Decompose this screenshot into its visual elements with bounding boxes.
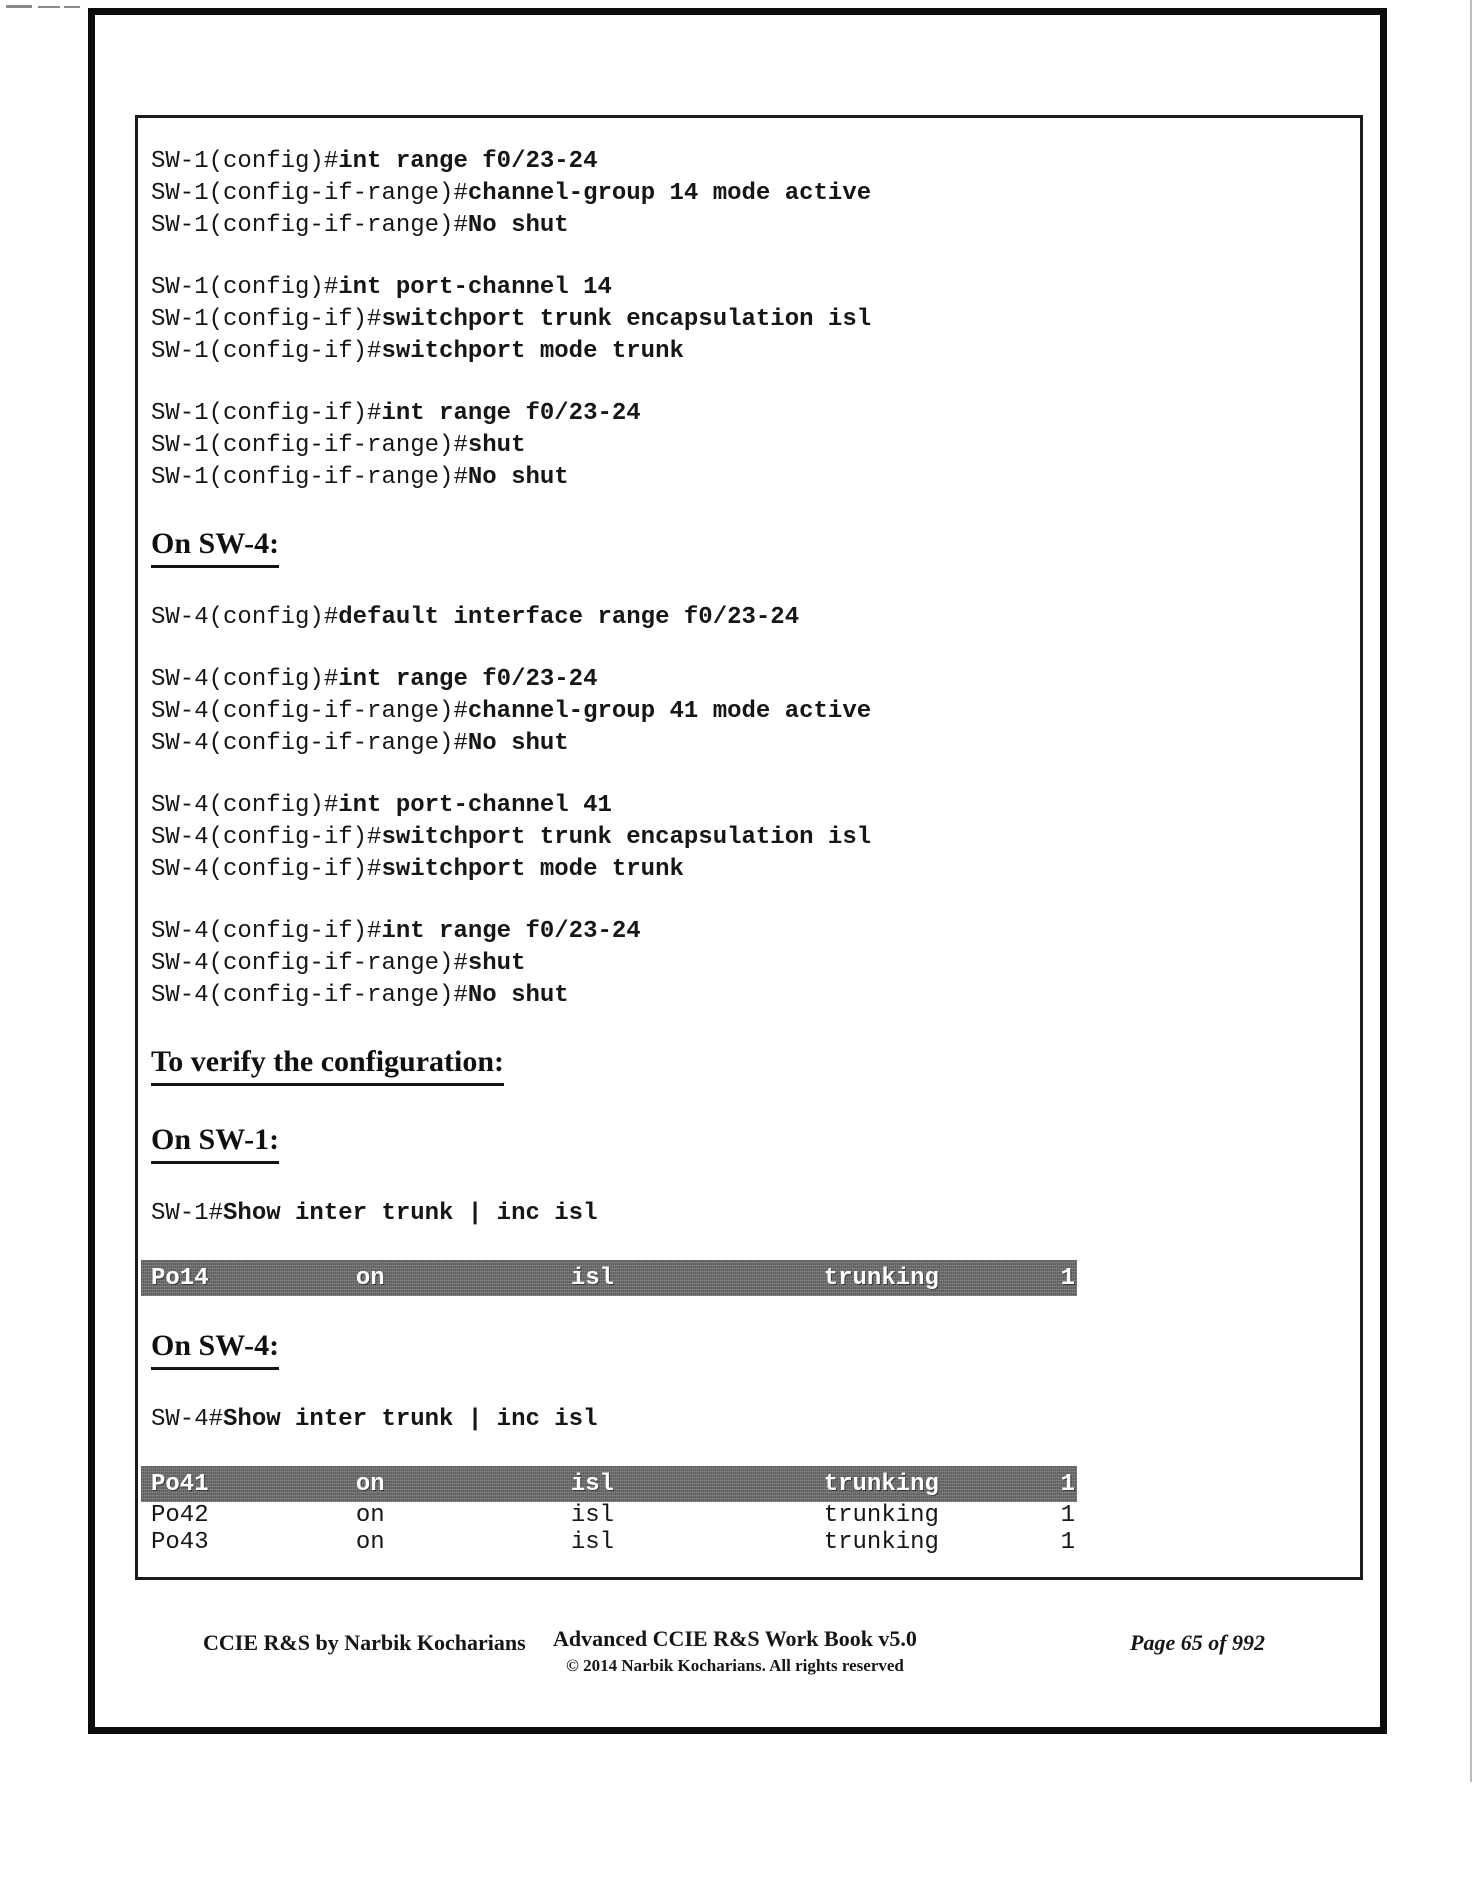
cli-prompt: SW-4(config-if-range)# (151, 950, 468, 977)
footer-author: CCIE R&S by Narbik Kocharians (203, 1630, 526, 1655)
trunk-cell-port: Po43 (151, 1529, 209, 1556)
trunk-cell-native_vlan: 1 (1060, 1529, 1075, 1556)
footer-book-title: Advanced CCIE R&S Work Book v5.0 (553, 1626, 917, 1651)
cli-line (151, 1198, 1346, 1230)
cli-code-block (151, 602, 1346, 634)
scan-artifact (64, 6, 80, 8)
cli-code-block (151, 146, 1346, 242)
cli-command: shut (467, 432, 526, 459)
cli-command: shut (467, 950, 526, 977)
trunk-cell-encapsulation: isl (570, 1502, 615, 1529)
cli-command: switchport mode trunk (381, 856, 684, 883)
cli-command: int range f0/23-24 (381, 918, 641, 945)
trunk-cell-status: trunking (823, 1264, 939, 1292)
cli-prompt: SW-4# (151, 1406, 224, 1433)
cli-command: int range f0/23-24 (338, 666, 598, 693)
cli-code-block (151, 398, 1346, 494)
cli-line (151, 728, 1346, 760)
trunk-cell-mode: on (355, 1502, 385, 1529)
trunk-cell-status: trunking (823, 1529, 939, 1556)
cli-line (151, 272, 1346, 304)
cli-prompt: SW-1(config)# (151, 148, 339, 175)
cli-command: switchport trunk encapsulation isl (381, 306, 872, 333)
trunk-cell-mode: on (355, 1470, 385, 1498)
cli-prompt: SW-1(config-if-range)# (151, 180, 468, 207)
section-heading (151, 1326, 1346, 1370)
trunk-cell-native_vlan: 1 (1060, 1470, 1075, 1498)
cli-command: No shut (467, 730, 569, 757)
cli-prompt: SW-1(config-if)# (151, 306, 382, 333)
cli-prompt: SW-1(config-if)# (151, 400, 382, 427)
cli-command: int range f0/23-24 (338, 148, 598, 175)
cli-line (151, 398, 1346, 430)
cli-line (151, 916, 1346, 948)
trunk-cell-mode: on (355, 1264, 385, 1292)
cli-code-block (151, 664, 1346, 760)
cli-command: No shut (467, 464, 569, 491)
cli-line (151, 146, 1346, 178)
trunk-row (141, 1502, 1077, 1529)
cli-code-block (151, 1198, 1346, 1230)
cli-command: int range f0/23-24 (381, 400, 641, 427)
trunk-row (141, 1529, 1077, 1556)
footer-center (485, 1626, 985, 1676)
cli-prompt: SW-1# (151, 1200, 224, 1227)
cli-command: int port-channel 41 (338, 792, 612, 819)
cli-line (151, 304, 1346, 336)
cli-line (151, 854, 1346, 886)
footer-page-number: Page 65 of 992 (1130, 1630, 1266, 1655)
cli-command: channel-group 41 mode active (467, 698, 872, 725)
cli-prompt: SW-4(config)# (151, 792, 339, 819)
footer-copyright: © 2014 Narbik Kocharians. All rights reserved (566, 1656, 904, 1675)
trunk-cell-encapsulation: isl (570, 1470, 615, 1498)
trunk-output-table (141, 1466, 1077, 1556)
cli-command: switchport mode trunk (381, 338, 684, 365)
cli-line (151, 602, 1346, 634)
section-heading-text: On SW-1: (151, 1120, 279, 1164)
section-heading-text: On SW-4: (151, 1326, 279, 1370)
cli-line (151, 948, 1346, 980)
config-panel (135, 115, 1363, 1580)
trunk-cell-native_vlan: 1 (1060, 1502, 1075, 1529)
trunk-cell-status: trunking (823, 1502, 939, 1529)
cli-prompt: SW-1(config-if-range)# (151, 212, 468, 239)
cli-command: int port-channel 14 (338, 274, 612, 301)
cli-prompt: SW-1(config-if-range)# (151, 432, 468, 459)
cli-line (151, 980, 1346, 1012)
cli-command: channel-group 14 mode active (467, 180, 872, 207)
cli-command: Show inter trunk | inc isl (223, 1406, 598, 1433)
cli-prompt: SW-4(config-if-range)# (151, 698, 468, 725)
cli-prompt: SW-1(config-if)# (151, 338, 382, 365)
cli-code-block (151, 916, 1346, 1012)
section-heading (151, 1120, 1346, 1164)
cli-line (151, 790, 1346, 822)
section-heading (151, 1042, 1346, 1086)
cli-prompt: SW-4(config-if)# (151, 918, 382, 945)
cli-command: No shut (467, 212, 569, 239)
cli-prompt: SW-4(config-if)# (151, 824, 382, 851)
cli-line (151, 336, 1346, 368)
cli-prompt: SW-4(config-if)# (151, 856, 382, 883)
cli-line (151, 462, 1346, 494)
cli-command: Show inter trunk | inc isl (223, 1200, 598, 1227)
trunk-cell-port: Po41 (151, 1470, 209, 1498)
cli-line (151, 430, 1346, 462)
section-heading (151, 524, 1346, 568)
trunk-cell-encapsulation: isl (570, 1529, 615, 1556)
cli-prompt: SW-4(config)# (151, 666, 339, 693)
cli-line (151, 1404, 1346, 1436)
cli-command: switchport trunk encapsulation isl (381, 824, 872, 851)
cli-prompt: SW-1(config-if-range)# (151, 464, 468, 491)
trunk-cell-status: trunking (823, 1470, 939, 1498)
cli-line (151, 822, 1346, 854)
cli-code-block (151, 272, 1346, 368)
cli-prompt: SW-4(config)# (151, 604, 339, 631)
cli-line (151, 696, 1346, 728)
cli-line (151, 664, 1346, 696)
trunk-cell-port: Po14 (151, 1264, 209, 1292)
scan-artifact (1470, 0, 1472, 1782)
page-footer (0, 1626, 1483, 1706)
cli-command: No shut (467, 982, 569, 1009)
trunk-cell-native_vlan: 1 (1060, 1264, 1075, 1292)
cli-line (151, 210, 1346, 242)
cli-prompt: SW-4(config-if-range)# (151, 730, 468, 757)
trunk-cell-mode: on (355, 1529, 385, 1556)
trunk-row-highlighted (141, 1260, 1077, 1296)
scan-artifact (38, 6, 60, 8)
section-heading-text: On SW-4: (151, 524, 279, 568)
trunk-cell-port: Po42 (151, 1502, 209, 1529)
page-border (88, 8, 1387, 1734)
cli-code-block (151, 1404, 1346, 1436)
cli-command: default interface range f0/23-24 (338, 604, 800, 631)
cli-code-block (151, 790, 1346, 886)
cli-prompt: SW-1(config)# (151, 274, 339, 301)
cli-prompt: SW-4(config-if-range)# (151, 982, 468, 1009)
scan-artifact (6, 5, 32, 8)
trunk-row-highlighted (141, 1466, 1077, 1502)
cli-line (151, 178, 1346, 210)
trunk-output-table (141, 1260, 1077, 1296)
trunk-cell-encapsulation: isl (570, 1264, 615, 1292)
section-heading-text: To verify the configuration: (151, 1042, 504, 1086)
